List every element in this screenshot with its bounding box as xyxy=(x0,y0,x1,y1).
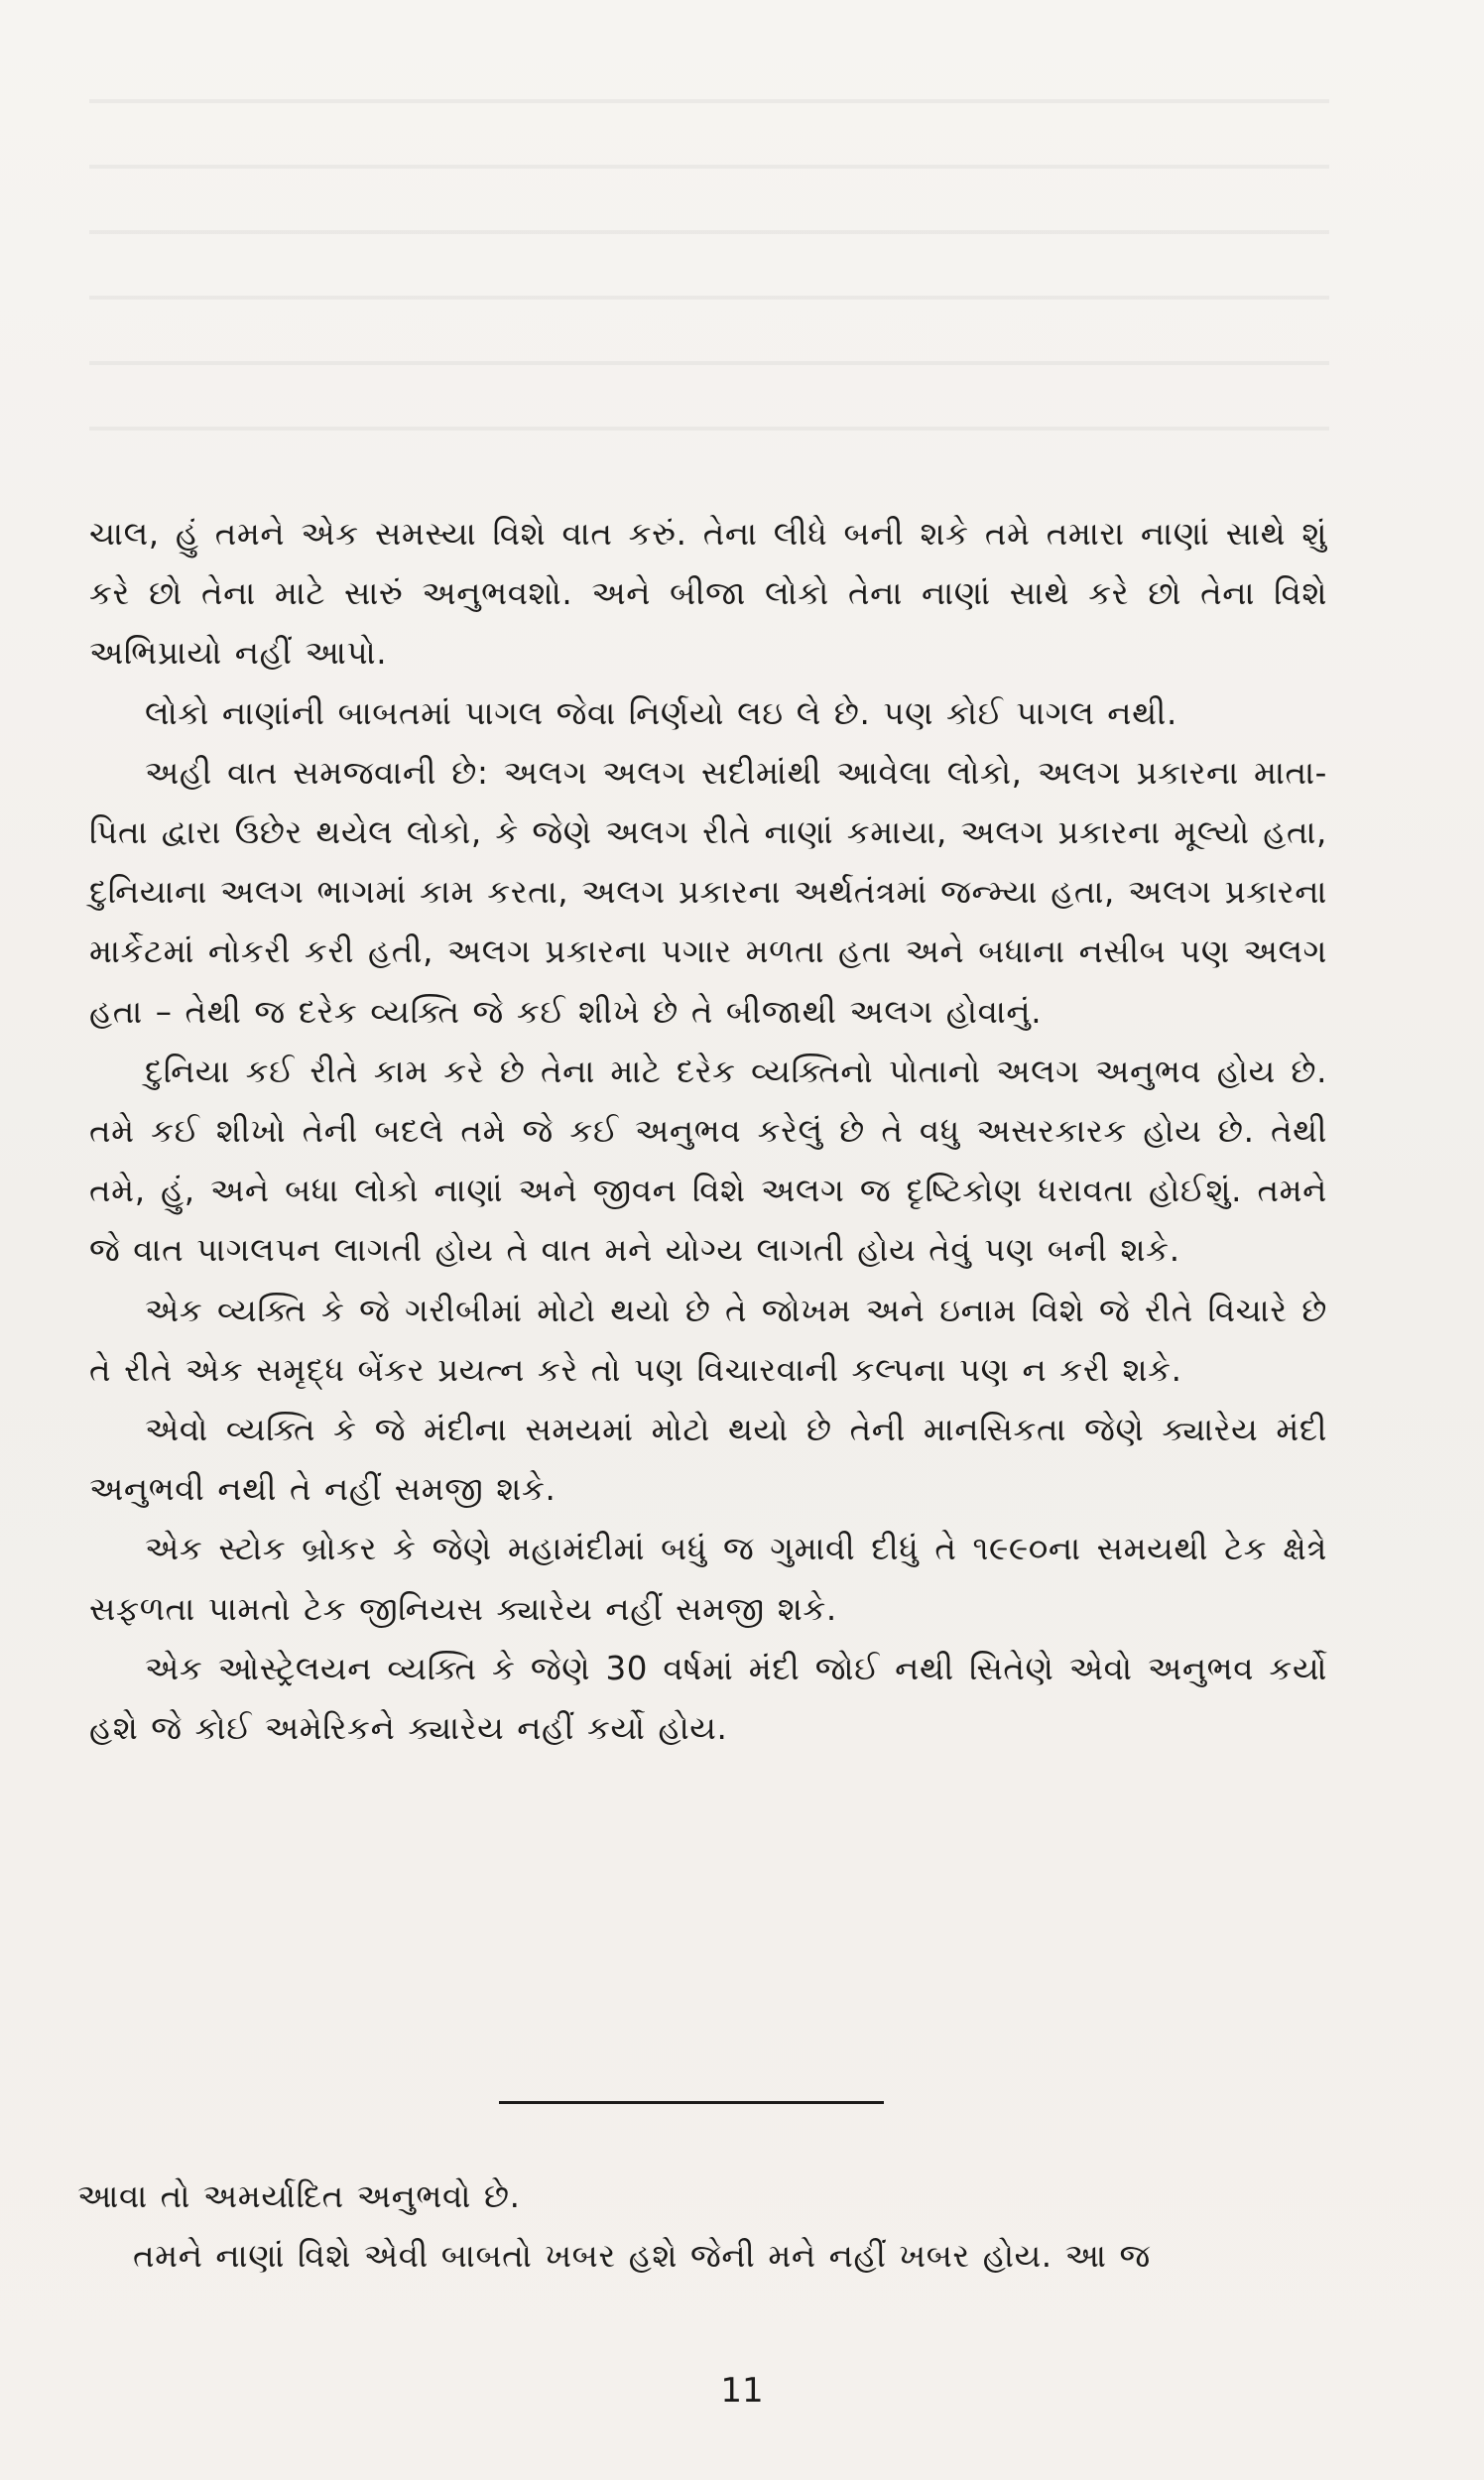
lower-body-text xyxy=(77,2167,1327,2286)
section-divider xyxy=(499,2101,884,2104)
paragraph: એવો વ્યક્તિ કે જે મંદીના સમયમાં મોટો થયો છે તેની માનસિકતા જેણે ક્યારેય મંદી અનુભવી નથી તે નહીં સમજી શકે. xyxy=(89,1411,1327,1509)
paragraph: એક વ્યક્તિ કે જે ગરીબીમાં મોટો થયો છે તે જોખમ અને ઇનામ વિશે જે રીતે વિચારે છે તે રીતે એક સમૃદ્ધ બેંકર પ્રયત્ન કરે તો પણ વિચારવાની કલ્પના પણ ન કરી શકે. xyxy=(89,1291,1327,1389)
paragraph: તમને નાણાં વિશે એવી બાબતો ખબર હશે જેની મને નહીં ખબર હોય. આ જ xyxy=(133,2237,1151,2276)
paragraph: એક સ્ટોક બ્રોકર કે જેણે મહામંદીમાં બધું જ ગુમાવી દીધું તે ૧૯૯૦ના સમયથી ટેક ક્ષેત્રે સફળતા પામતો ટેક જીનિયસ ક્યારેય નહીં સમજી શકે. xyxy=(89,1530,1327,1628)
paragraph: અહી વાત સમજવાની છે: અલગ અલગ સદીમાંથી આવેલા લોકો, અલગ પ્રકારના માતા-પિતા દ્વારા ઉછેર થયેલ લોકો, કે જેણે અલગ રીતે નાણાં કમાયા, અલગ પ્રકારના મૂલ્યો હતા, દુનિયાના અલગ ભાગમાં કામ કરતા, અલગ પ્રકારના અર્થતંત્રમાં જન્મ્યા હતા, અલગ પ્રકારના માર્કેટમાં નોકરી કરી હતી, અલગ પ્રકારના પગાર મળતા હતા અને બધાના નસીબ પણ અલગ હતા – તેથી જ દરેક વ્યક્તિ જે કઈ શીખે છે તે બીજાથી અલગ હોવાનું. xyxy=(89,753,1327,1031)
show-through-text xyxy=(89,60,1329,476)
paragraph: આવા તો અમર્યાદિત અનુભવો છે. xyxy=(77,2177,521,2215)
paragraph: દુનિયા કઈ રીતે કામ કરે છે તેના માટે દરેક વ્યક્તિનો પોતાનો અલગ અનુભવ હોય છે. તમે કઈ શીખો તેની બદલે તમે જે કઈ અનુભવ કરેલું છે તે વધુ અસરકારક હોય છે. તેથી તમે, હું, અને બધા લોકો નાણાં અને જીવન વિશે અલગ જ દૃષ્ટિકોણ ધરાવતા હોઈશું. તમને જે વાત પાગલપન લાગતી હોય તે વાત મને યોગ્ય લાગતી હોય તેવું પણ બની શકે. xyxy=(89,1052,1327,1270)
paragraph: એક ઓસ્ટ્રેલયન વ્યક્તિ કે જેણે 30 વર્ષમાં મંદી જોઈ નથી સિતેણે એવો અનુભવ કર્યો હશે જે કોઈ અમેરિકને ક્યારેય નહીં કર્યો હોય. xyxy=(89,1649,1327,1748)
paragraph: લોકો નાણાંની બાબતમાં પાગલ જેવા નિર્ણયો લઇ લે છે. પણ કોઈ પાગલ નથી. xyxy=(145,693,1177,732)
body-text xyxy=(89,504,1327,1758)
page-number: 11 xyxy=(720,2371,764,2411)
paragraph: ચાલ, હું તમને એક સમસ્યા વિશે વાત કરું. તેના લીધે બની શકે તમે તમારા નાણાં સાથે શું કરે છો તેના માટે સારું અનુભવશો. અને બીજા લોકો તેના નાણાં સાથે કરે છો તેના વિશે અભિપ્રાયો નહીં આપો. xyxy=(89,515,1327,673)
